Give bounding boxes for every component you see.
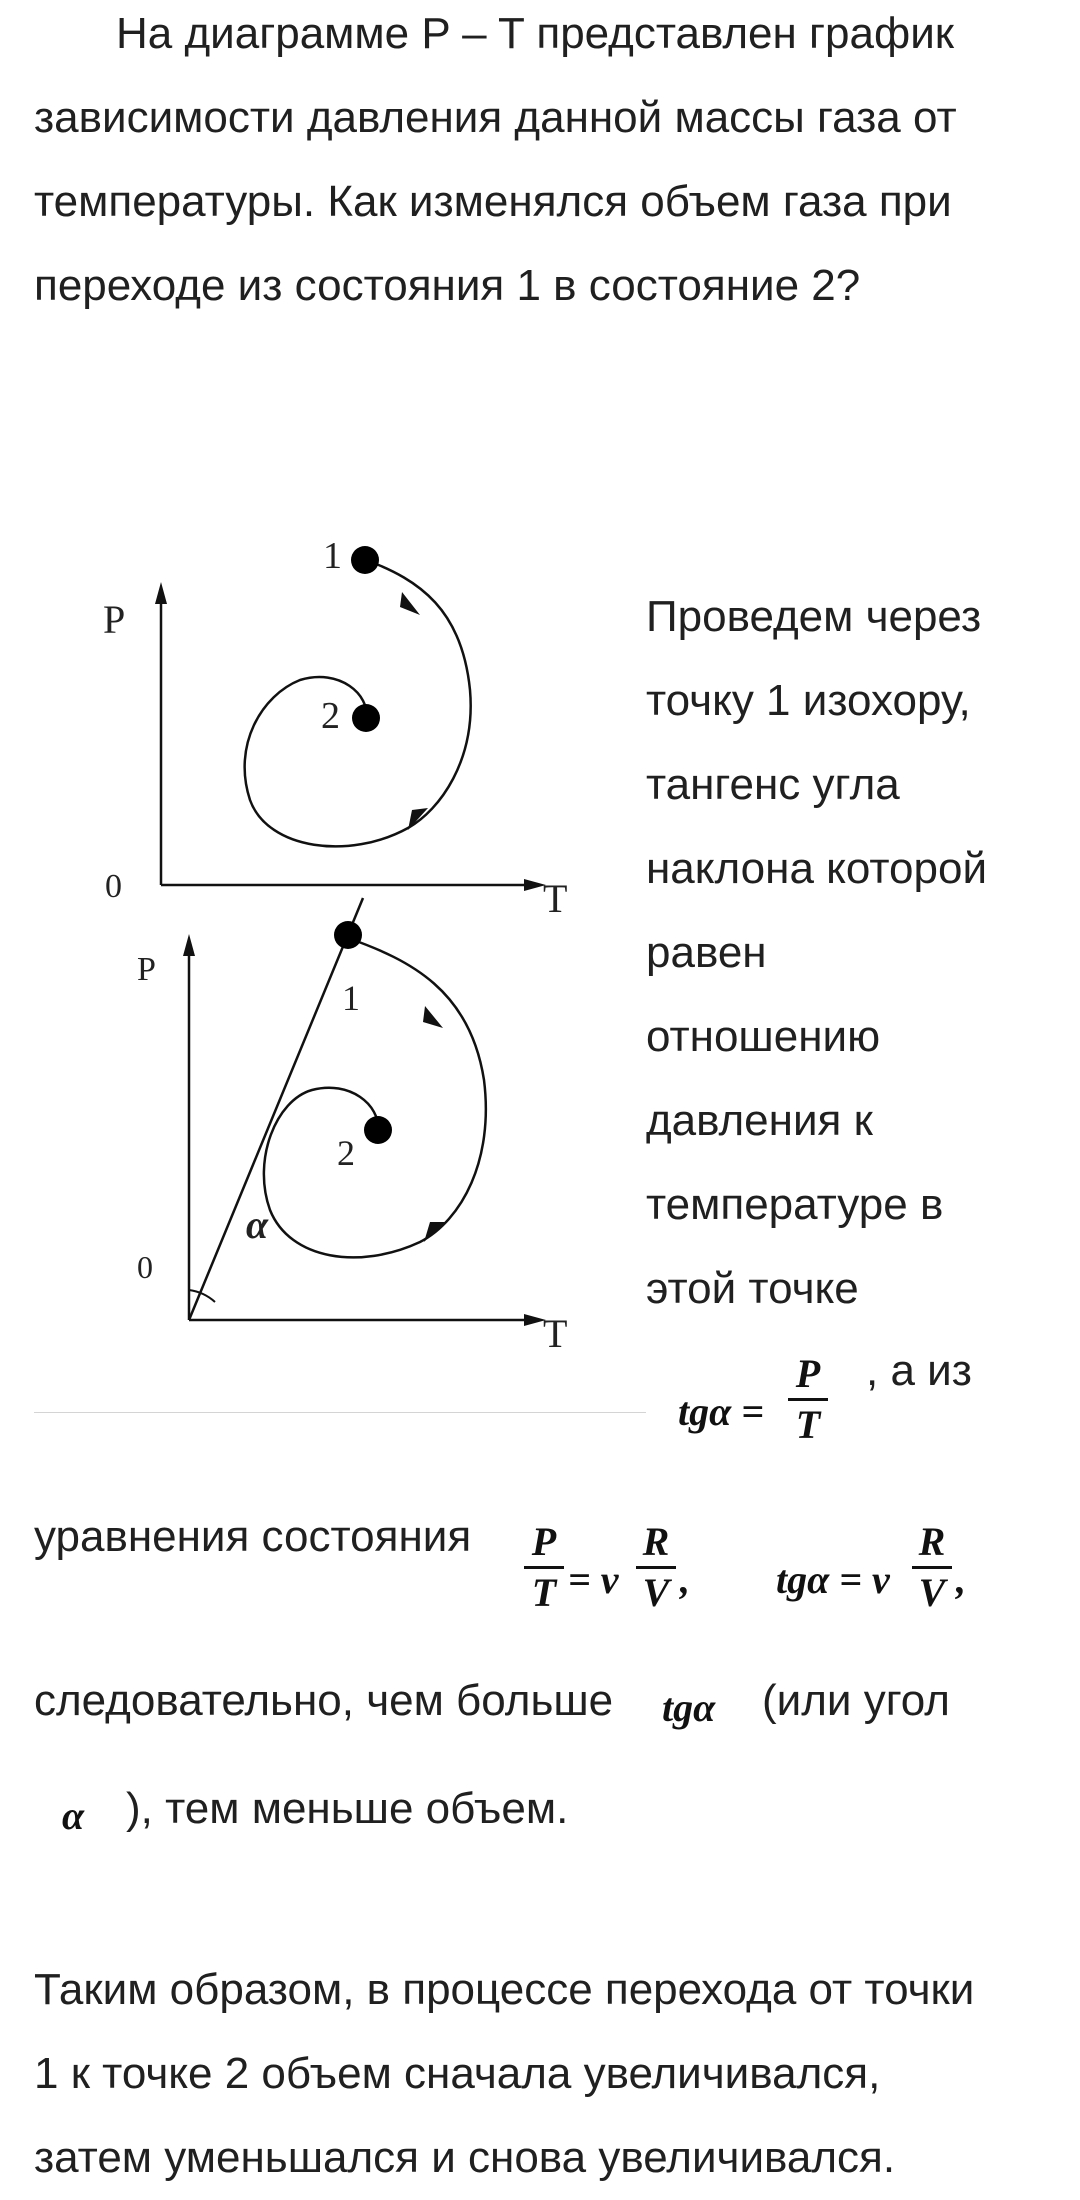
fraction-denominator: T [531,1570,557,1615]
point-1-label: 1 [323,535,342,577]
final-line: Таким образом, в процессе перехода от точки [34,1965,975,2014]
p-axis-label: P [137,951,156,988]
p-axis-arrow-icon [155,582,167,604]
fraction-denominator: V [642,1570,670,1615]
state-1-point [334,921,362,949]
fraction-bar [636,1566,676,1569]
pt-diagram-bottom [137,898,567,1350]
conclusion-text: ), тем меньше объем. [126,1784,569,1833]
intro-line: зависимости давления данной массы газа от [34,93,957,142]
fraction-numerator: P [795,1351,821,1396]
state-1-point [351,546,379,574]
point-1-label: 1 [342,978,360,1018]
state-2-point [364,1116,392,1144]
formula-suffix: , а из [866,1346,972,1395]
curve-arrow-icon [400,592,420,615]
fraction-denominator: T [795,1402,821,1447]
side-explanation [646,575,1066,1331]
fraction-bar [912,1566,952,1569]
point-2-label: 2 [337,1133,355,1173]
formula-p-over-t [524,1520,564,1615]
intro-line: температуры. Как изменялся объем газа при [34,177,952,226]
side-line: давления к [646,1096,873,1145]
fraction-numerator: R [918,1519,946,1564]
side-line: равен [646,928,767,977]
state-2-point [352,704,380,732]
formula-r-over-v [636,1520,676,1615]
angle-alpha-label: α [246,1202,269,1247]
side-line: наклона которой [646,844,988,893]
t-axis-label: T [543,1311,568,1350]
fraction-bar [788,1398,828,1401]
formula-tg-equals-nu: tgα = ν [776,1557,890,1602]
state-equation-text: уравнения состояния [34,1512,472,1561]
origin-label: 0 [137,1249,153,1285]
intro-line: переходе из состояния 1 в состояние 2? [34,261,861,310]
origin-label: 0 [105,868,122,905]
formula-equals-nu: = ν [568,1557,619,1602]
pt-diagram-top [103,535,567,921]
final-line: 1 к точке 2 объем сначала увеличивался, [34,2049,881,2098]
fraction-numerator: P [531,1519,557,1564]
side-line: температуре в [646,1180,944,1229]
point-2-label: 2 [321,695,340,737]
side-line: точку 1 изохору, [646,676,971,725]
p-axis-label: P [103,597,126,642]
fraction-bar [524,1566,564,1569]
divider-line [34,1412,646,1413]
fraction-numerator: R [642,1519,670,1564]
formula-p-over-t [788,1352,828,1447]
angle-arc [189,1290,215,1302]
curve-arrow-icon [423,1006,443,1028]
fraction-denominator: V [918,1570,946,1615]
formula-tg-alpha: tgα [662,1685,716,1730]
side-line: отношению [646,1012,881,1061]
formula-alpha: α [62,1793,85,1838]
process-curve [264,938,486,1257]
final-line: затем уменьшался и снова увеличивался. [34,2133,896,2182]
t-axis-label: T [543,876,568,921]
side-line: этой точке [646,1264,859,1313]
formula-comma: , [680,1557,690,1602]
conclusion-text: (или угол [762,1676,950,1725]
p-axis-arrow-icon [183,934,195,956]
side-line: тангенс угла [646,760,900,809]
intro-line: На диаграмме P – T представлен график [116,9,955,58]
conclusion-text: следовательно, чем больше [34,1676,614,1725]
intro-paragraph [34,0,1044,328]
side-line: Проведем через [646,592,982,641]
formula-tg-lhs: tgα = [678,1389,765,1434]
formula-comma: , [956,1557,966,1602]
process-curve [245,560,471,846]
formula-r-over-v [912,1520,952,1615]
pt-diagrams [0,520,646,1350]
final-paragraph [34,1948,1064,2200]
